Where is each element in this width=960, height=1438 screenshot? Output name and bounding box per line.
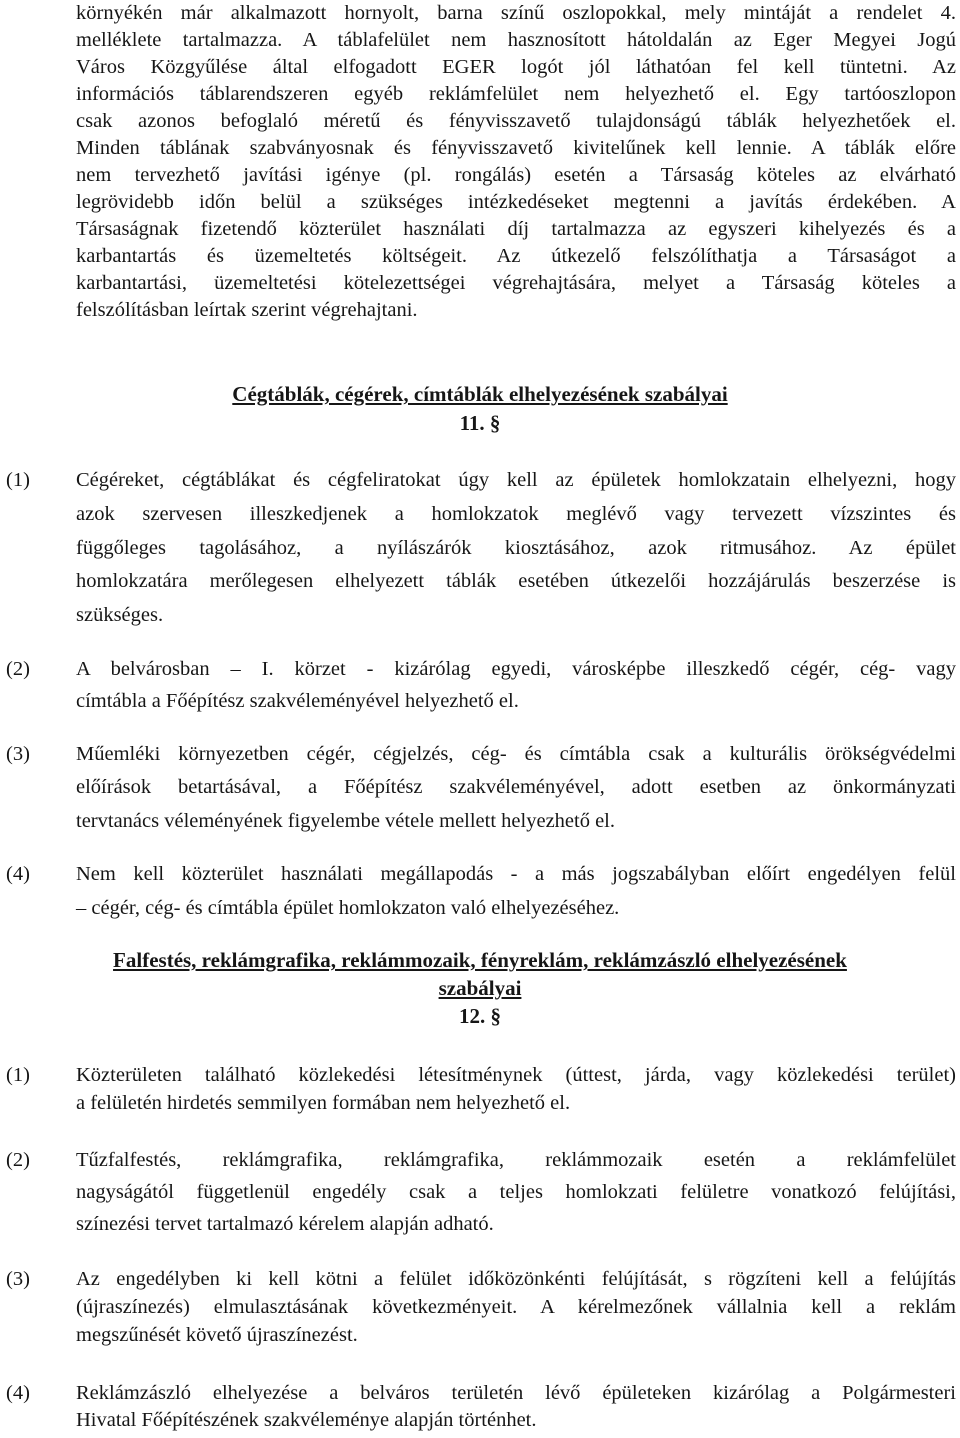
intro-line: legrövidebb időn belül a szükséges intézkedéseket megtenni a javítás érdekében. A	[76, 191, 956, 213]
section-12-number: 12. §	[459, 1004, 501, 1028]
paragraph-line: (újraszínezés) elmulasztásának következményeit. A kérelmezőnek vállalnia kell a reklám	[76, 1296, 956, 1318]
paragraph-number: (2)	[6, 658, 30, 680]
paragraph-line: azok szervesen illeszkedjenek a homlokzatok meglévő vagy tervezett vízszintes és	[76, 503, 956, 525]
paragraph-line: Cégéreket, cégtáblákat és cégfeliratokat úgy kell az épületek homlokzatain elhelyezni, hogy	[76, 469, 956, 491]
paragraph-number: (2)	[6, 1149, 30, 1171]
intro-line: felszólításban leírtak szerint végrehajtani.	[76, 299, 418, 321]
paragraph-number: (1)	[6, 469, 30, 491]
paragraph-line: Műemléki környezetben cégér, cégjelzés, cég- és címtábla csak a kulturális örökségvédelmi	[76, 743, 956, 765]
intro-line: információs táblarendszeren egyéb reklámfelület nem helyezhető el. Egy tartóoszlopon	[76, 83, 956, 105]
intro-line: melléklete tartalmazza. A táblafelület nem hasznosított hátoldalán az Eger Megyei Jogú	[76, 29, 956, 51]
paragraph-number: (1)	[6, 1064, 30, 1086]
intro-line: csak azonos befoglaló méretű és fényvisszavető tulajdonságú táblák helyezhetőek el.	[76, 110, 956, 132]
paragraph-line: előírások betartásával, a Főépítész szakvéleményével, adott esetben az önkormányzati	[76, 776, 956, 798]
paragraph-number: (4)	[6, 863, 30, 885]
intro-line: Társaságnak fizetendő közterület használati díj tartalmazza az egyszeri kihelyezés és a	[76, 218, 956, 240]
intro-line: Város Közgyűlése által elfogadott EGER logót jól láthatóan fel kell tüntetni. Az	[76, 56, 956, 78]
paragraph-line: nagyságától függetlenül engedély csak a teljes homlokzati felületre vonatkozó felújítási,	[76, 1181, 956, 1203]
paragraph-line: Az engedélyben ki kell kötni a felület időközönkénti felújítását, s rögzíteni kell a felújítás	[76, 1268, 956, 1290]
paragraph-number: (3)	[6, 743, 30, 765]
paragraph-line: a felületén hirdetés semmilyen formában nem helyezhető el.	[76, 1092, 571, 1114]
paragraph-line: – cégér, cég- és címtábla épület homlokzaton való elhelyezéséhez.	[76, 897, 620, 919]
paragraph-line: Tűzfalfestés, reklámgrafika, reklámgrafika, reklámmozaik esetén a reklámfelület	[76, 1149, 956, 1171]
section-12-title: Falfestés, reklámgrafika, reklámmozaik, fényreklám, reklámzászló elhelyezésének	[113, 948, 847, 972]
intro-line: karbantartási, üzemeltetési kötelezettségei végrehajtására, melyet a Társaság köteles a	[76, 272, 956, 294]
paragraph-line: Közterületen található közlekedési létesítménynek (úttest, járda, vagy közlekedési terület)	[76, 1064, 956, 1086]
paragraph-line: Reklámzászló elhelyezése a belváros területén lévő épületeken kizárólag a Polgármesteri	[76, 1382, 956, 1404]
paragraph-line: Nem kell közterület használati megállapodás - a más jogszabályban előírt engedélyen felül	[76, 863, 956, 885]
intro-line: nem tervezhető javítási igénye (pl. rongálás) esetén a Társaság köteles az elvárható	[76, 164, 956, 186]
section-11-number: 11. §	[459, 411, 501, 435]
paragraph-number: (4)	[6, 1382, 30, 1404]
paragraph-line: tervtanács véleményének figyelembe vétele mellett helyezhető el.	[76, 810, 616, 832]
intro-line: Minden táblának szabványosnak és fényvisszavető kivitelűnek kell lennie. A táblák előre	[76, 137, 956, 159]
paragraph-number: (3)	[6, 1268, 30, 1290]
intro-line: környékén már alkalmazott hornyolt, barna színű oszlopokkal, mely mintáját a rendelet 4.	[76, 2, 956, 24]
section-11-title: Cégtáblák, cégérek, címtáblák elhelyezésének szabályai	[232, 382, 728, 406]
paragraph-line: Hivatal Főépítészének szakvéleménye alapján történhet.	[76, 1409, 537, 1431]
paragraph-line: színezési tervet tartalmazó kérelem alapján adható.	[76, 1213, 494, 1235]
paragraph-line: függőleges tagolásához, a nyílászárók kiosztásához, azok ritmusához. Az épület	[76, 537, 956, 559]
section-12-title-cont: szabályai	[438, 976, 522, 1000]
intro-line: karbantartás és üzemeltetés költségeit. Az útkezelő felszólíthatja a Társaságot a	[76, 245, 956, 267]
paragraph-line: A belvárosban – I. körzet - kizárólag egyedi, városképbe illeszkedő cégér, cég- vagy	[76, 658, 956, 680]
paragraph-line: homlokzatára merőlegesen elhelyezett táblák esetében útkezelői hozzájárulás beszerzése is	[76, 570, 956, 592]
paragraph-line: címtábla a Főépítész szakvéleményével helyezhető el.	[76, 690, 519, 712]
paragraph-line: megszűnését követő újraszínezést.	[76, 1324, 358, 1346]
paragraph-line: szükséges.	[76, 604, 164, 626]
